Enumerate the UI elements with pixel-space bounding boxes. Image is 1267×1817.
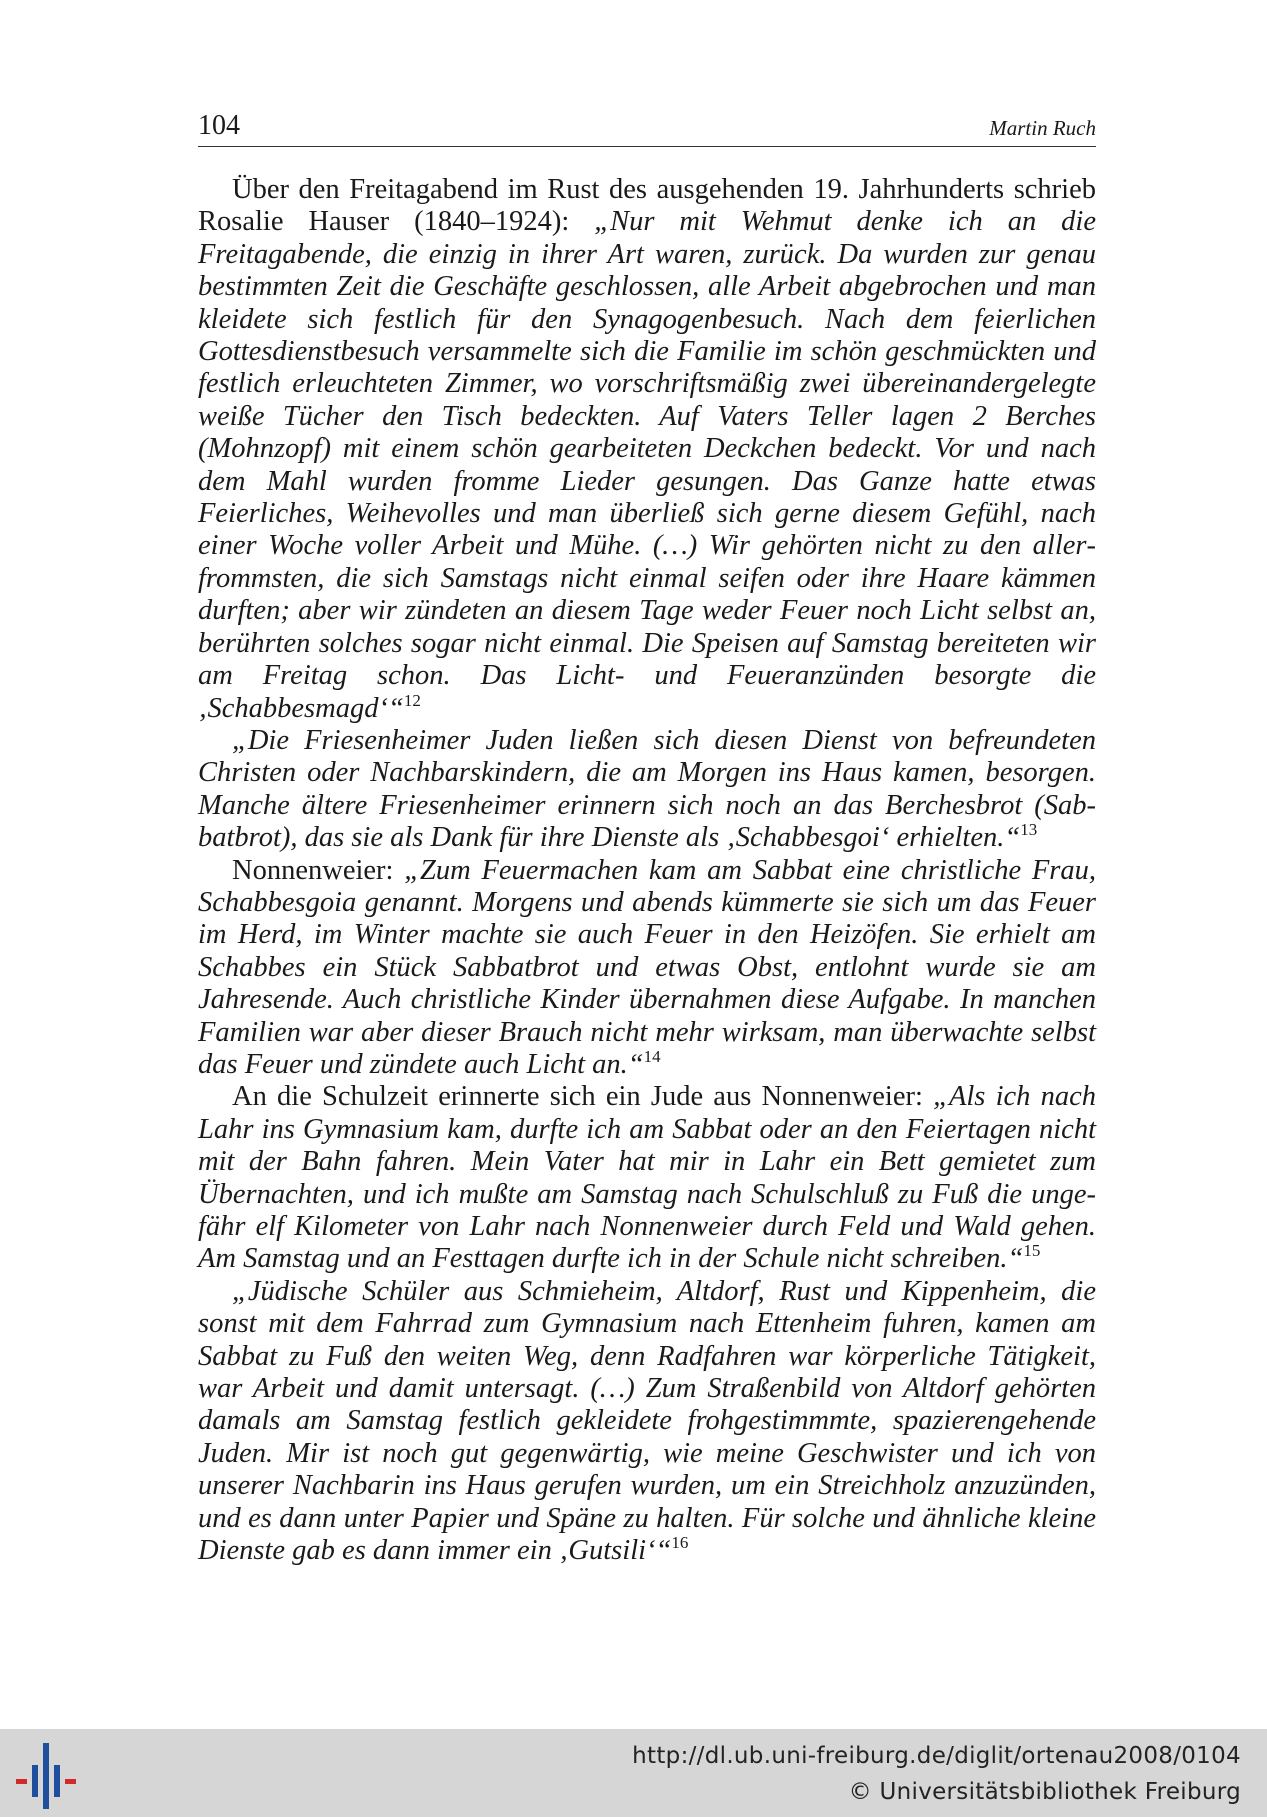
quotation: „Nur mit Wehmut denke ich an die Freitagabende, die einzig in ihrer Art waren, zurück. Da wurden zur genau bestimmten Zeit die Geschäfte geschlossen, alle Arbeit abgebrochen und man kleidete sich festlich für den Synagogenbesuch. Nach dem feierlichen Gottesdienstbesuch versammelte sich die Familie im schön geschmückten und festlich erleuchteten Zimmer, wo vorschriftsmäßig zwei übereinandergelegte weiße Tücher den Tisch bedeckten. Auf Vaters Teller lagen 2 Berches (Mohnzopf) mit einem schön gearbeiteten Deckchen bedeckt. Vor und nach dem Mahl wurden fromme Lieder gesungen. Das Ganze hatte etwas Feierliches, Weihevolles und man überließ sich gerne diesem Gefühl, nach einer Woche voller Arbeit und Mühe. (…) Wir gehörten nicht zu den allerfrommsten, die sich Samstags nicht einmal seifen oder ihre Haare kämmen durften; aber wir zündeten an diesem Tage weder Feuer noch Licht selbst an, berührten solches sogar nicht einmal. Die Speisen auf Samstag bereiteten wir am Freitag schon. Das Licht- und Feueranzünden besorgte die ‚Schabbesmagd‘“: [198, 206, 1096, 724]
paragraph: [198, 1276, 1096, 1568]
page-number: 104: [198, 110, 240, 141]
paragraph: [198, 725, 1096, 855]
quotation: „Zum Feuermachen kam am Sabbat eine christliche Frau, Schabbesgoia genannt. Morgens und abends kümmerte sie sich um das Feuer im Herd, im Winter machte sie auch Feuer in den Heizöfen. Sie erhielt am Schabbes ein Stück Sabbatbrot und etwas Obst, entlohnt wurde sie am Jahresende. Auch christliche Kinder übernahmen diese Aufgabe. In manchen Familien war aber dieser Brauch nicht mehr wirksam, man überwachte selbst das Feuer und zündete auch Licht an.“: [198, 854, 1096, 1080]
footnote-reference: 12: [403, 690, 421, 710]
footnote-reference: 13: [1020, 820, 1038, 840]
running-head-author: Martin Ruch: [989, 116, 1096, 140]
quotation: „Die Friesenheimer Juden ließen sich diesen Dienst von befreundeten Christen oder Nachbarskindern, die am Morgen ins Haus kamen, besorgen. Manche ältere Friesenheimer erinnern sich noch an das Berchesbrot (Sabbatbrot), das sie als Dank für ihre Dienste als ‚Schabbesgoi‘ erhielten.“: [198, 724, 1096, 854]
paragraph-lead: Nonnenweier:: [232, 854, 405, 886]
running-header: [198, 108, 1096, 147]
source-url-link[interactable]: http://dl.ub.uni-freiburg.de/diglit/ortenau2008/0104: [632, 1743, 1241, 1769]
footnote-reference: 15: [1023, 1241, 1041, 1261]
ub-freiburg-logo-icon: [14, 1741, 80, 1811]
paragraph: [198, 1081, 1096, 1275]
paragraph: [198, 855, 1096, 1082]
viewer-footer: [0, 1729, 1267, 1817]
paragraph-lead: An die Schulzeit erinnerte sich ein Jude aus Nonnenweier:: [232, 1081, 934, 1113]
paragraph: [198, 174, 1096, 725]
quotation: „Als ich nach Lahr ins Gymnasium kam, durfte ich am Sabbat oder an den Feiertagen nicht mit der Bahn fahren. Mein Vater hat mir in Lahr ein Bett gemietet zum Übernachten, und ich mußte am Samstag nach Schulschluß zu Fuß die ungefähr elf Kilometer von Lahr nach Nonnenweier durch Feld und Wald gehen. Am Samstag und an Festtagen durfte ich in der Schule nicht schreiben.“: [198, 1081, 1096, 1275]
footnote-reference: 14: [643, 1046, 661, 1066]
footnote-reference: 16: [671, 1533, 689, 1553]
body-text: [198, 174, 1096, 1567]
quotation: „Jüdische Schüler aus Schmieheim, Altdorf, Rust und Kippenheim, die sonst mit dem Fahrrad zum Gymnasium nach Ettenheim fuhren, kamen am Sabbat zu Fuß den weiten Weg, denn Radfahren war körperliche Tätigkeit, war Arbeit und damit untersagt. (…) Zum Straßenbild von Altdorf gehörten damals am Samstag festlich gekleidete frohgestimmmte, spazierengehende Juden. Mir ist noch gut gegenwärtig, wie meine Geschwister und ich von unserer Nachbarin ins Haus gerufen wurden, um ein Streichholz anzuzünden, und es dann unter Papier und Späne zu halten. Für solche und ähnliche kleine Dienste gab es dann immer ein ‚Gutsili‘“: [198, 1275, 1096, 1567]
copyright-notice: © Universitätsbibliothek Freiburg: [848, 1779, 1241, 1805]
paragraph-lead: Über den Freitagabend im Rust des ausgehenden 19. Jahrhunderts schrieb Rosalie Hauser (1840–1924):: [198, 174, 1096, 238]
